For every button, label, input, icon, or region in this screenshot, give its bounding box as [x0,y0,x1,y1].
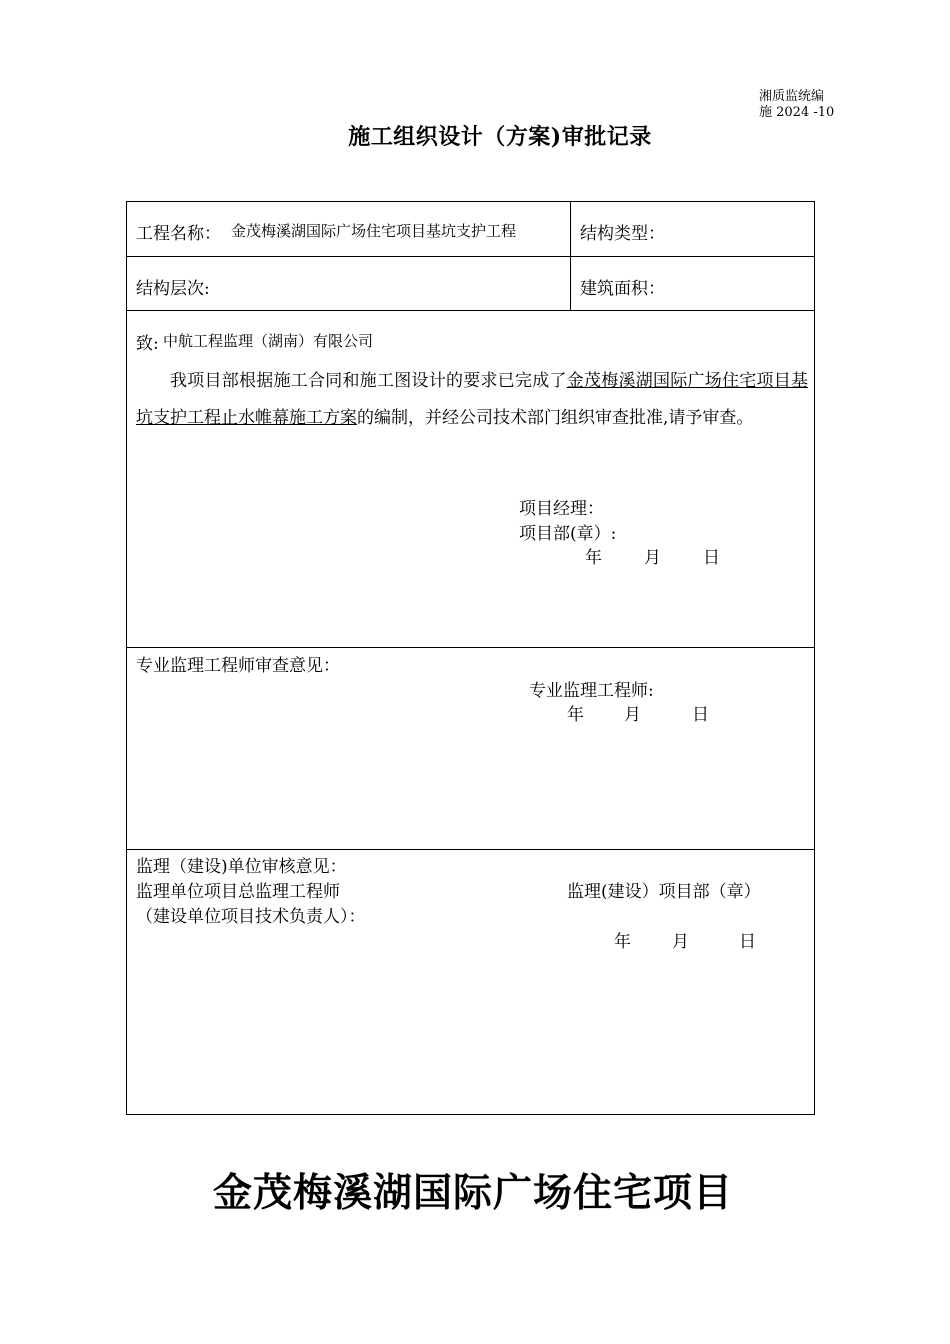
unit-opinion-label: 监理（建设)单位审核意见： [136,857,347,877]
submission-body-part1: 我项目部根据施工合同和施工图设计的要求已完成了 [170,371,567,391]
project-name-value: 金茂梅溪湖国际广场住宅项目基坑支护工程 [231,222,517,240]
submission-date-year: 年 [585,548,602,568]
project-manager-label: 项目经理： [519,499,604,519]
owner-tech-lead-label: （建设单位项目技术负责人）： [136,907,366,927]
engineer-date-month: 月 [624,705,641,725]
engineer-opinion-label: 专业监理工程师审查意见： [136,656,340,676]
submission-body-part2: 的编制，并经公司技术部门组织审查批准,请予审查。 [357,408,754,428]
recipient-value: 中航工程监理（湖南）有限公司 [163,332,374,350]
unit-review-section [127,850,814,1116]
submission-section [127,311,814,648]
recipient-label: 致: [136,334,159,354]
unit-date-day: 日 [739,932,756,952]
engineer-date-day: 日 [692,705,709,725]
form-code-line1: 湘质监统编 [759,89,825,104]
unit-dept-seal-label: 监理(建设）项目部（章） [567,882,761,902]
engineer-review-section [127,648,814,850]
project-row [127,202,814,257]
unit-date-month: 月 [672,932,689,952]
project-title: 金茂梅溪湖国际广场住宅项目 [212,1170,733,1216]
form-code-line2: 施 2024 -10 [759,105,835,120]
submission-date-month: 月 [644,548,661,568]
form-title: 施工组织设计（方案)审批记录 [348,124,652,150]
chief-engineer-label: 监理单位项目总监理工程师 [136,882,340,902]
column-divider [570,202,571,311]
structure-type-label: 结构类型： [580,224,665,244]
engineer-date-year: 年 [567,705,584,725]
structure-row [127,257,814,311]
engineer-signature-label: 专业监理工程师: [529,681,654,701]
submission-body [136,363,808,437]
submission-date-day: 日 [703,548,720,568]
structure-floors-label: 结构层次: [136,279,210,299]
project-name-label: 工程名称： [136,224,221,244]
unit-date-year: 年 [614,932,631,952]
building-area-label: 建筑面积： [580,279,665,299]
approval-form [126,201,815,1115]
form-code [759,89,834,121]
project-dept-seal-label: 项目部(章）: [519,524,617,544]
plan-name-underlined: 金茂梅溪湖国际广场住宅项目基坑支护工程止水帷幕施工方案 [136,371,808,428]
